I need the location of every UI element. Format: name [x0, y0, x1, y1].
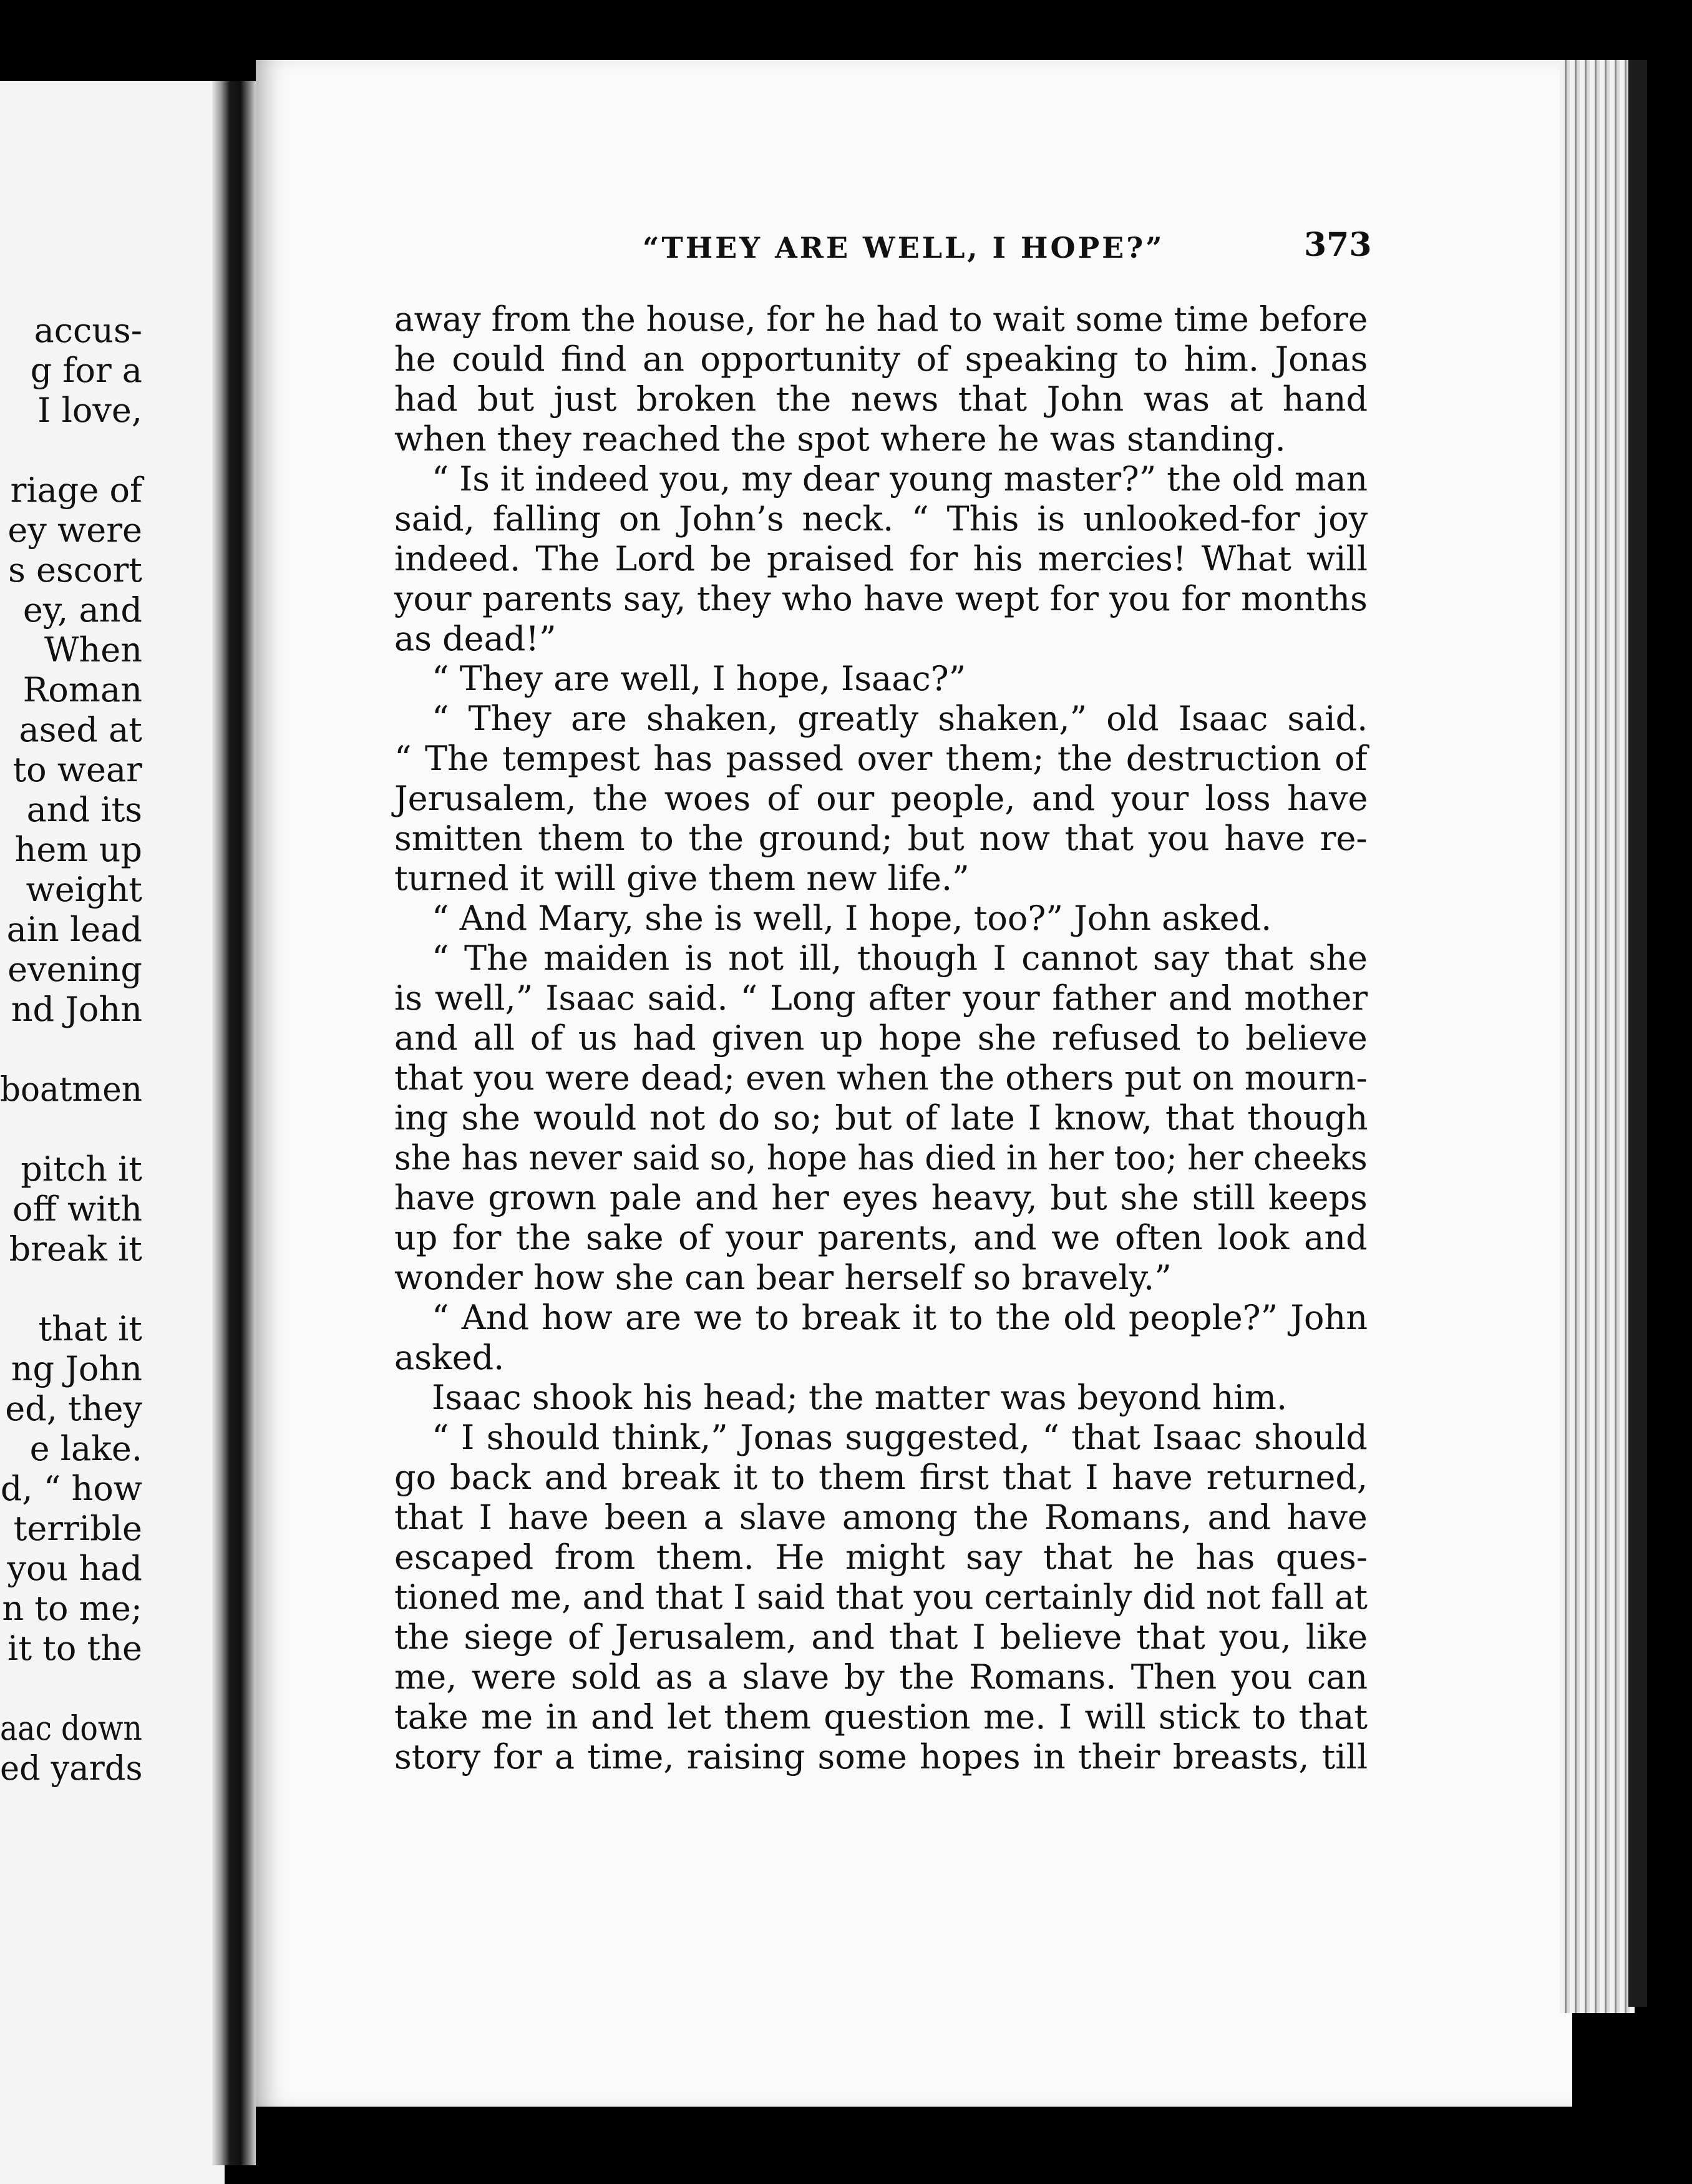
body-text-line: Jerusalem, the woes of our people, and your loss have — [394, 779, 1368, 818]
body-text-line: and all of us had given up hope she refused to believe — [394, 1018, 1368, 1058]
left-text-line: weight — [26, 870, 142, 909]
body-text-line: indeed. The Lord be praised for his mercies! What will — [394, 539, 1368, 578]
body-text-line: asked. — [394, 1338, 505, 1377]
body-text-line: have grown pale and her eyes heavy, but she still keeps — [394, 1178, 1368, 1217]
body-text-line: as dead!” — [394, 619, 557, 658]
left-text-line: it to the — [7, 1629, 142, 1668]
left-text-line: that it — [38, 1309, 142, 1348]
left-text-line: and its — [26, 790, 142, 829]
left-text-line: hem up — [14, 830, 142, 869]
left-text-line: e lake. — [29, 1429, 142, 1468]
body-text-line: smitten them to the ground; but now that you have re- — [394, 819, 1368, 858]
body-text-line: me, were sold as a slave by the Romans. Then you can — [394, 1657, 1368, 1697]
left-text-line: ey, and — [22, 590, 142, 630]
body-text-line: “ And Mary, she is well, I hope, too?” John asked. — [432, 899, 1272, 938]
body-text-line: story for a time, raising some hopes in their breasts, till — [394, 1737, 1368, 1777]
left-text-line: terrible — [13, 1509, 142, 1548]
body-text-line: “ The maiden is not ill, though I cannot say that she — [432, 938, 1368, 978]
body-text-line: “ They are well, I hope, Isaac?” — [432, 659, 966, 698]
body-text-line: take me in and let them question me. I will stick to that — [394, 1697, 1368, 1737]
left-text-line: I love, — [37, 391, 142, 430]
page-number: 373 — [1304, 226, 1372, 264]
left-text-line: accus- — [34, 311, 142, 350]
left-text-line: d, “ how — [0, 1469, 142, 1508]
body-text-line: Isaac shook his head; the matter was beyond him. — [432, 1378, 1288, 1417]
left-text-line: s escort — [8, 550, 142, 590]
left-text-line: aac down — [0, 1709, 142, 1748]
left-text-line: ed, they — [5, 1389, 142, 1428]
page-edges — [1560, 60, 1635, 2013]
left-text-line: to wear — [12, 750, 142, 789]
left-text-line: ased at — [19, 710, 142, 749]
body-text-line: wonder how she can bear herself so bravely.” — [394, 1258, 1172, 1297]
running-head: “THEY ARE WELL, I HOPE?” — [643, 231, 1165, 265]
body-text-line: said, falling on John’s neck. “ This is unlooked-for joy — [394, 499, 1368, 539]
left-text-line: riage of — [10, 470, 142, 510]
body-text-line: “ And how are we to break it to the old people?” John — [432, 1298, 1368, 1337]
body-text-line: ing she would not do so; but of late I know, that though — [394, 1098, 1368, 1138]
body-text-line: “ I should think,” Jonas suggested, “ that Isaac should — [432, 1418, 1368, 1457]
left-text-line: Roman — [22, 670, 142, 709]
body-text-line: he could find an opportunity of speaking to him. Jonas — [394, 339, 1368, 379]
body-text-line: the siege of Jerusalem, and that I believe that you, like — [394, 1617, 1368, 1657]
body-text-line: away from the house, for he had to wait some time before — [394, 300, 1368, 339]
left-text-line: ng John — [11, 1349, 142, 1388]
left-text-line: ed yards — [0, 1748, 142, 1788]
left-text-line: you had — [7, 1549, 142, 1588]
body-text-line: “ The tempest has passed over them; the destruction of — [394, 739, 1368, 778]
left-text-line: break it — [9, 1229, 142, 1269]
book-gutter — [212, 81, 256, 2165]
body-text-line: go back and break it to them first that I have returned, — [394, 1458, 1368, 1497]
body-text-line: is well,” Isaac said. “ Long after your father and mother — [394, 978, 1368, 1018]
page-edges-shadow — [1628, 60, 1647, 2007]
body-text-line: “ They are shaken, greatly shaken,” old Isaac said. — [432, 699, 1368, 738]
body-text-line: she has never said so, hope has died in her too; her cheeks — [394, 1138, 1368, 1177]
left-text-line: g for a — [30, 351, 142, 390]
left-text-line: n to me; — [2, 1589, 142, 1628]
body-text-line: that you were dead; even when the others put on mourn- — [394, 1058, 1368, 1098]
body-text-line: that I have been a slave among the Romans, and have — [394, 1498, 1368, 1537]
body-text-line: up for the sake of your parents, and we often look and — [394, 1218, 1368, 1257]
left-text-line: ain lead — [6, 910, 142, 949]
left-text-line: evening — [7, 950, 142, 989]
body-text-line: escaped from them. He might say that he has ques- — [394, 1538, 1368, 1577]
body-text-line: had but just broken the news that John was at hand — [394, 379, 1368, 419]
left-text-line: When — [44, 630, 142, 670]
body-text-line: tioned me, and that I said that you certainly did not fall at — [394, 1577, 1368, 1617]
body-text-line: your parents say, they who have wept for you for months — [394, 579, 1368, 618]
left-text-line: ey were — [7, 510, 142, 550]
body-text-line: when they reached the spot where he was standing. — [394, 419, 1286, 459]
body-text-line: turned it will give them new life.” — [394, 859, 970, 898]
left-text-line: nd John — [11, 990, 142, 1029]
left-text-line: off with — [12, 1189, 142, 1229]
left-text-line: pitch it — [21, 1149, 142, 1189]
body-text-line: “ Is it indeed you, my dear young master?” the old man — [432, 459, 1368, 499]
left-text-line: boatmen — [0, 1070, 142, 1109]
